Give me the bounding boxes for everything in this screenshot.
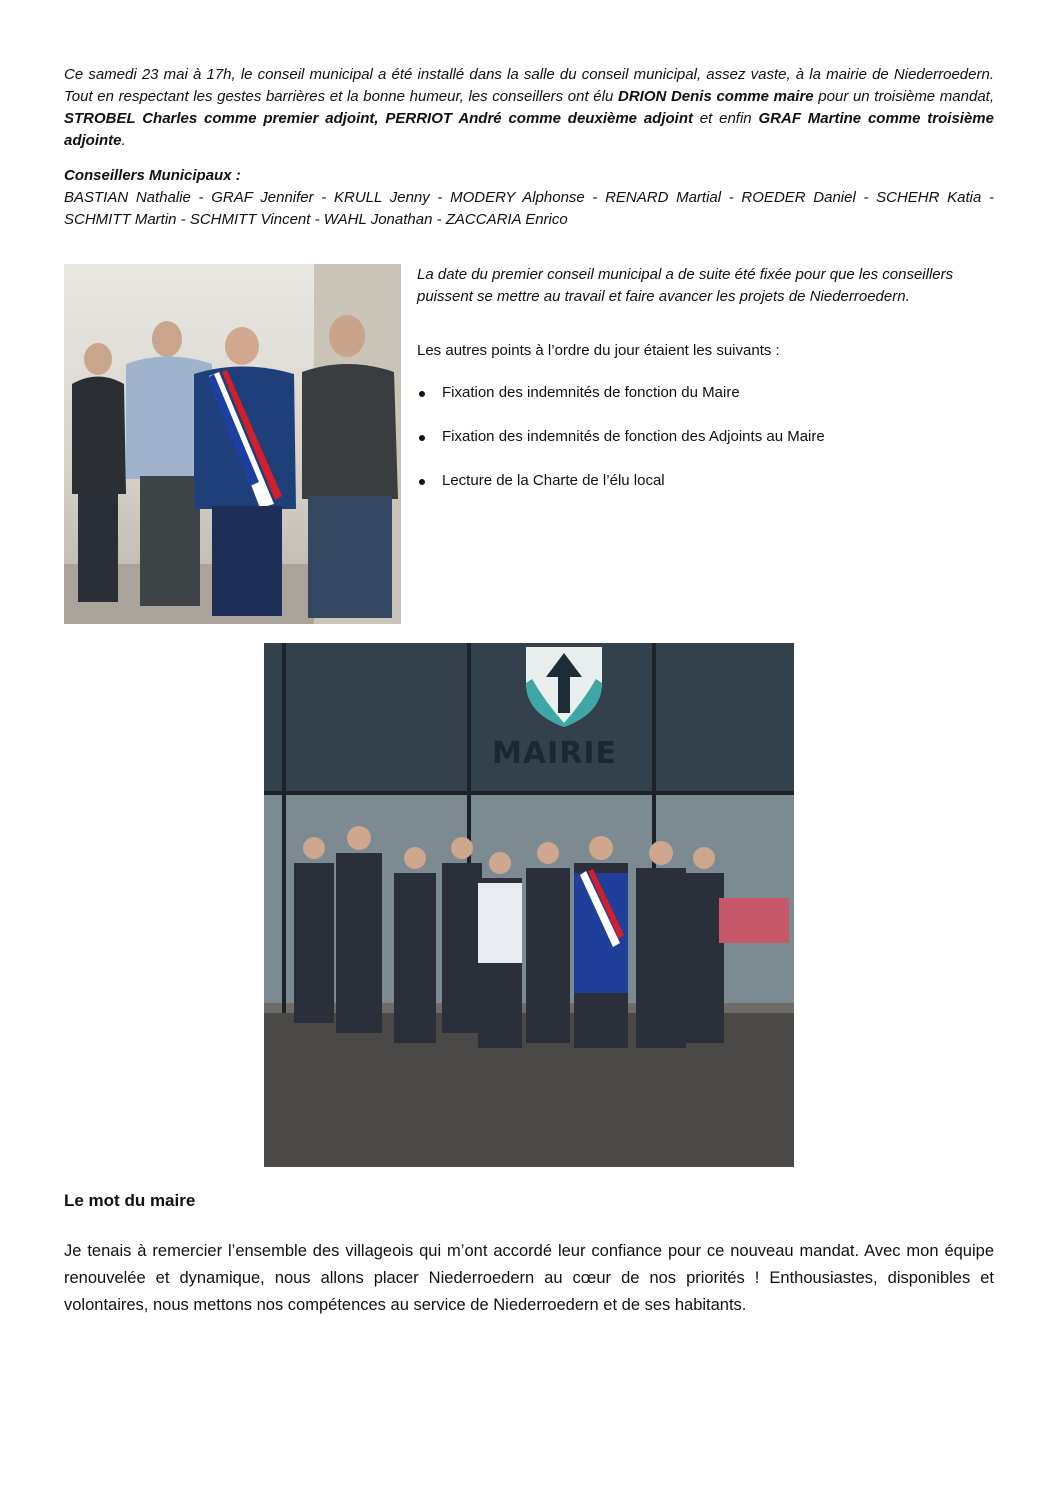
agenda-item-label: Lecture de la Charte de l’élu local [442, 472, 665, 489]
third-deputy: GRAF Martine comme troisième adjointe [64, 110, 994, 149]
photo-mayor-deputies-illustration [64, 264, 401, 624]
list-item [417, 426, 997, 448]
photo-mayor-deputies [64, 264, 401, 624]
agenda-intro: Les autres points à l’ordre du jour étaient les suivants : [417, 342, 780, 359]
agenda-item-label: Fixation des indemnités de fonction du Maire [442, 384, 740, 401]
councillors-title: Conseillers Municipaux : [64, 167, 241, 184]
mairie-sign-text: MAIRIE [492, 736, 617, 771]
photo-council-group [264, 643, 794, 1167]
mayor-elected: DRION Denis comme maire [617, 88, 814, 105]
intro-paragraph [64, 64, 994, 152]
first-council-date-text: La date du premier conseil municipal a de suite été fixée pour que les conseillers puissent se mettre au travail et faire avancer les projets de Niederroedern. [417, 266, 954, 305]
agenda-item-label: Fixation des indemnités de fonction des Adjoints au Maire [442, 428, 825, 445]
intro-text: Ce samedi 23 mai à 17h, le conseil municipal a été installé dans la salle du conseil municipal, assez vaste, à la mairie de Niederroedern. Tout en respectant les gestes barrières et la bonne humeur, les conseillers ont élu [64, 66, 994, 105]
bullet-icon [419, 479, 425, 485]
intro-end: . [121, 132, 126, 149]
bullet-icon [419, 435, 425, 441]
councillors-block [64, 165, 994, 231]
list-item [417, 382, 997, 404]
bullet-icon [419, 391, 425, 397]
list-item [417, 470, 997, 492]
intro-mid2: et enfin [692, 110, 759, 127]
mayor-word-heading: Le mot du maire [64, 1191, 196, 1210]
photo-council-group-illustration [264, 643, 794, 1167]
right-column [417, 264, 997, 514]
mayor-word-text: Je tenais à remercier l’ensemble des villageois qui m’ont accordé leur confiance pour ce nouveau mandat. Avec mon équipe renouvelée et dynamique, nous allons placer Niederroedern au cœur de nos priorités ! Enthousiastes, disponibles et volontaires, nous mettons nos compétences au service de Niederroedern et de ses habitants. [64, 1242, 994, 1314]
first-second-deputies: STROBEL Charles comme premier adjoint, PERRIOT André comme deuxième adjoint [64, 110, 693, 127]
agenda-list [417, 382, 997, 492]
councillors-names: BASTIAN Nathalie - GRAF Jennifer - KRULL Jenny - MODERY Alphonse - RENARD Martial - ROEDER Daniel - SCHEHR Katia - SCHMITT Martin - SCHMITT Vincent - WAHL Jonathan - ZACCARIA Enrico [64, 189, 994, 228]
intro-mid1: pour un troisième mandat, [813, 88, 994, 105]
